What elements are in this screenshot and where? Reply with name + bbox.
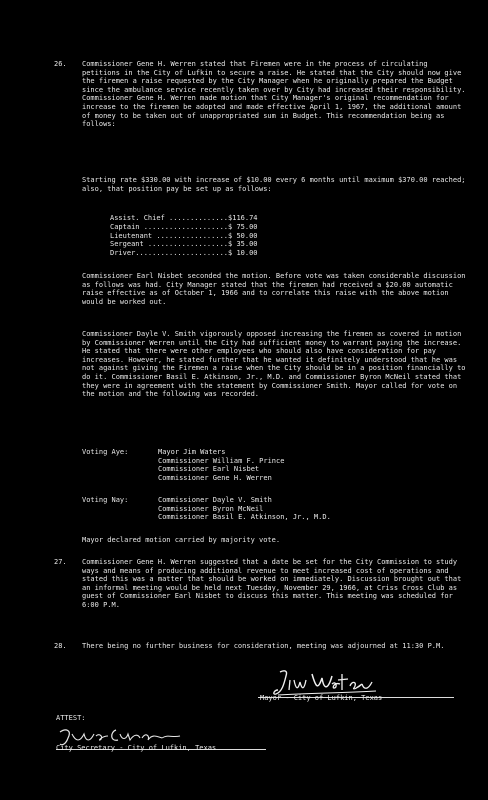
rank-label: Assist. Chief ..............	[110, 214, 229, 222]
voter-name: Commissioner Dayle V. Smith	[158, 496, 272, 504]
rank-amount: $ 10.00	[228, 249, 258, 258]
voting-aye-label: Voting Aye:	[82, 448, 129, 456]
smith-opposition-paragraph: Commissioner Dayle V. Smith vigorously opposed increasing the firemen as covered in motion by Commissioner Werren until the City had sufficient money to warrant paying the increase. He stated that there were other employees who should also have consideration for pay increases. However, he stated further that he wanted it definitely understood that he was not against giving the Firemen a raise when the City should be in a position financially to do it. Commissioner Basil E. Atkinson, Jr., M.D. and Commissioner Byron McNeil stated that they were in agreement with the statement by Commissioner Smith. Mayor called for vote on the motion and the following was recorded.	[82, 330, 470, 399]
item-number: 27.	[54, 558, 67, 566]
voter-name: Commissioner Byron McNeil	[158, 504, 264, 513]
rank-label: Lieutenant .................	[110, 231, 229, 240]
motion-result: Mayor declared motion carried by majority vote.	[82, 536, 281, 544]
rank-label: Sergeant ...................	[110, 240, 229, 249]
attest-label: ATTEST:	[56, 714, 86, 722]
rank-amount: $116.74	[228, 214, 258, 222]
position-pay-list	[110, 214, 350, 258]
item-text: Commissioner Gene H. Werren stated that Firemen were in the process of circulating petitions in the City of Lufkin to secure a raise. He stated that the City should now give the firemen a raise requested by the City Manager when he originally prepared the Budget since the ambulance service recently taken over by City had increased their responsibility. Commissioner Gene H. Werren made motion that City Manager's original recommendation for increase to the firemen be adopted and made effective April 1, 1967, the additional amount of money to be taken out of unappropriated sum in Budget. This recommendation being as follows:	[82, 60, 470, 129]
rank-amount: $ 75.00	[228, 222, 258, 231]
voting-nay-label: Voting Nay:	[82, 496, 129, 504]
voter-name: Commissioner Basil E. Atkinson, Jr., M.D.	[158, 513, 331, 522]
rank-label: Driver......................	[110, 249, 229, 258]
rank-row	[110, 223, 350, 232]
secretary-caption: City Secretary - City of Lufkin, Texas	[56, 744, 217, 752]
rank-row	[110, 232, 350, 241]
voter-name: Commissioner Gene H. Werren	[158, 473, 272, 482]
starting-rate-paragraph: Starting rate $330.00 with increase of $10.00 every 6 months until maximum $370.00 reached; also, that position pay be set up as follows:	[82, 176, 470, 193]
rank-amount: $ 35.00	[228, 240, 258, 249]
item-number: 28.	[54, 642, 67, 650]
rank-row	[110, 240, 350, 249]
voter-name: Commissioner Earl Nisbet	[158, 465, 260, 474]
rank-amount: $ 50.00	[228, 231, 258, 240]
minutes-item-26	[56, 60, 468, 129]
minutes-item-27	[56, 558, 468, 610]
item-number: 26.	[54, 60, 67, 68]
item-text: Commissioner Gene H. Werren suggested that a date be set for the City Commission to study ways and means of producing additional revenue to meet increased cost of operations and stated this was a matter that should be worked on immediately. Discussion brought out that an informal meeting would be held next Tuesday, November 29, 1966, at Criss Cross Club as guest of Commissioner Earl Nisbet to discuss this matter. This meeting was scheduled for 6:00 P.M.	[82, 558, 466, 609]
item-text: There being no further business for consideration, meeting was adjourned at 11:30 P.M.	[82, 642, 445, 650]
minutes-item-28	[56, 642, 468, 651]
voting-nay-names	[158, 496, 448, 522]
mayor-caption: Mayor - City of Lufkin, Texas	[260, 694, 383, 702]
voter-name: Mayor Jim Waters	[158, 448, 226, 456]
rank-row	[110, 214, 350, 223]
voting-aye-names	[158, 448, 448, 482]
rank-label: Captain ....................	[110, 222, 229, 231]
voter-name: Commissioner William F. Prince	[158, 456, 285, 465]
rank-row	[110, 249, 350, 258]
nisbet-second-paragraph: Commissioner Earl Nisbet seconded the motion. Before vote was taken considerable discussion as follows was had. City Manager stated that the firemen had received a $20.00 automatic raise effective as of October 1, 1966 and to correlate this raise with the above motion would be worked out.	[82, 272, 470, 306]
